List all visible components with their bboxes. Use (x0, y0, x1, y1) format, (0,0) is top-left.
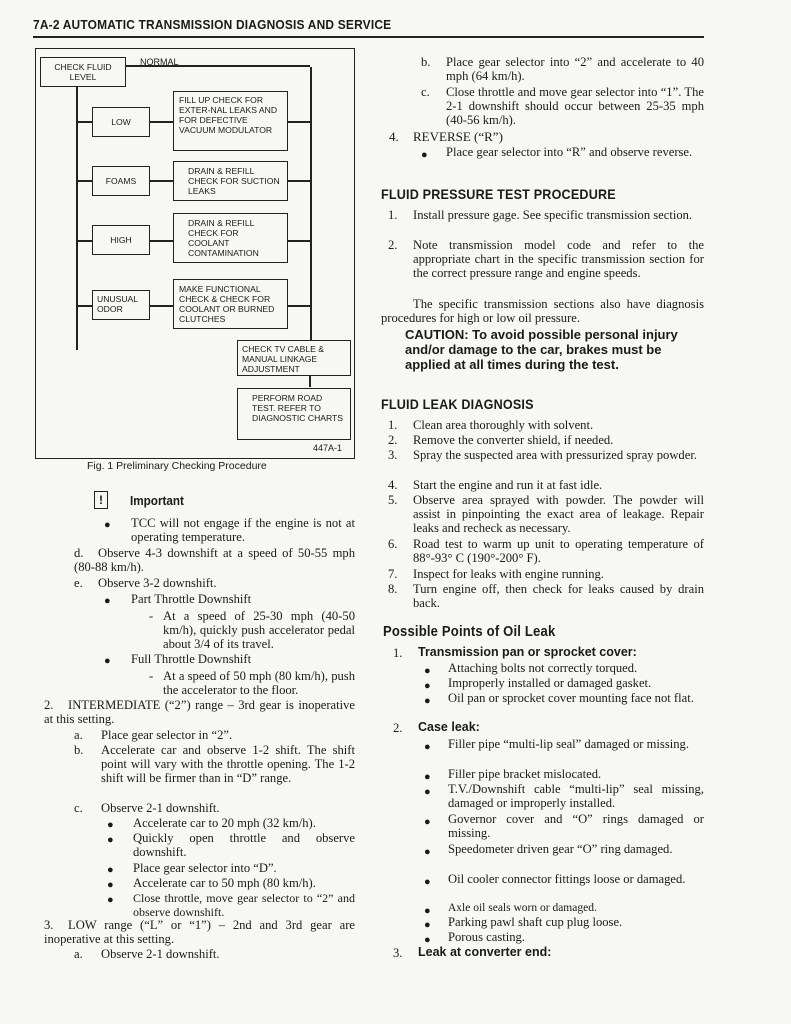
flow-line (76, 87, 78, 350)
leak-point-bullet: Oil pan or sprocket cover mounting face not flat. (448, 691, 694, 705)
step-b: Place gear selector into “2” and accelerate to 40 mph (64 km/h). (446, 55, 704, 84)
list-label: b. (421, 55, 431, 69)
part-throttle: Part Throttle Downshift (131, 592, 252, 606)
step-2c-bullet: Quickly open throttle and observe downshift. (133, 831, 355, 860)
low-box: LOW (92, 107, 150, 137)
bullet-icon: ● (424, 934, 431, 946)
bullet-icon: ● (104, 655, 111, 667)
pressure-step-2: Note transmission model code and refer to the appropriate chart in the specific transmission section for the correct pressure range and engine speeds. (413, 238, 704, 281)
list-label: 4. (388, 478, 398, 492)
step-c: Close throttle and move gear selector into “1”. The 2-1 downshift should occur between 25-35 mph (40-56 km/h). (446, 85, 704, 128)
list-label: a. (74, 728, 83, 742)
important-icon: ! (94, 491, 108, 509)
bullet-icon: ● (424, 786, 431, 798)
leak-step: Remove the converter shield, if needed. (413, 433, 614, 447)
list-label: 2. (388, 433, 398, 447)
leak-point-bullet: Governor cover and “O” rings damaged or missing. (448, 812, 704, 841)
pressure-heading: FLUID PRESSURE TEST PROCEDURE (381, 186, 616, 202)
check-fluid-box: CHECK FLUID LEVEL (40, 57, 126, 87)
foams-action-box: DRAIN & REFILL CHECK FOR SUCTION LEAKS (173, 161, 288, 201)
high-action-box: DRAIN & REFILL CHECK FOR COOLANT CONTAMINATION (173, 213, 288, 263)
leak-point-bullet: Improperly installed or damaged gasket. (448, 676, 652, 690)
header-rule (33, 36, 704, 38)
bullet-icon: ● (104, 595, 111, 607)
bullet-icon: ● (424, 816, 431, 828)
caution-note: CAUTION: To avoid possible personal injury and/or damage to the car, brakes must be applied at all times during the test. (405, 327, 678, 372)
list-label: 3. (393, 946, 403, 960)
bullet-icon: ● (424, 771, 431, 783)
leak-point-2: Case leak: (418, 720, 480, 734)
flow-line (149, 180, 173, 182)
flow-line (287, 305, 311, 307)
flow-line (76, 305, 92, 307)
step-2b: Accelerate car and observe 1-2 shift. The shift point will vary with the throttle opening. The 1-2 shift will be firmer than in “D” range. (101, 743, 355, 786)
bullet-icon: ● (424, 741, 431, 753)
list-label: 1. (393, 646, 403, 660)
leak-point-bullet: T.V./Downshift cable “multi-lip” seal missing, damaged or improperly installed. (448, 782, 704, 811)
list-label: 5. (388, 493, 398, 507)
leak-step: Turn engine off, then check for leaks caused by drain back. (413, 582, 704, 611)
leak-point-1: Transmission pan or sprocket cover: (418, 645, 637, 659)
bullet-icon: ● (424, 846, 431, 858)
list-label: 8. (388, 582, 398, 596)
step-2c-bullet: Close throttle, move gear selector to “2” and observe downshift. (133, 891, 355, 920)
list-label: c. (421, 85, 430, 99)
leak-step: Spray the suspected area with pressurized spray powder. (413, 448, 697, 462)
flow-line (149, 240, 173, 242)
leak-point-bullet: Porous casting. (448, 930, 525, 944)
bullet-icon: ● (421, 149, 428, 161)
pressure-step-1: Install pressure gage. See specific transmission section. (413, 208, 693, 222)
leak-point-bullet: Filler pipe “multi-lip seal” damaged or missing. (448, 737, 689, 751)
part-throttle-detail: At a speed of 25-30 mph (40-50 km/h), quickly push accelerator pedal about 3/4 of its travel. (163, 609, 355, 652)
flow-line (287, 180, 311, 182)
leak-point-bullet: Parking pawl shaft cup plug loose. (448, 915, 623, 929)
bullet-icon: ● (424, 695, 431, 707)
unusual-action-box: MAKE FUNCTIONAL CHECK & CHECK FOR COOLANT OR BURNED CLUTCHES (173, 279, 288, 329)
leak-point-bullet: Axle oil seals worn or damaged. (448, 902, 597, 914)
high-box: HIGH (92, 225, 150, 255)
flow-line (149, 305, 173, 307)
step-2c-bullet: Accelerate car to 20 mph (32 km/h). (133, 816, 316, 830)
important-label: Important (130, 493, 184, 508)
leak-point-bullet: Speedometer driven gear “O” ring damaged. (448, 842, 673, 856)
bullet-icon: ● (107, 864, 114, 876)
points-heading: Possible Points of Oil Leak (383, 624, 556, 640)
leak-step: Road test to warm up unit to operating temperature of 88°-93° C (190°-200° F). (413, 537, 704, 566)
step-2c-bullet: Place gear selector into “D”. (133, 861, 277, 875)
bullet-icon: ● (424, 665, 431, 677)
tv-cable-box: CHECK TV CABLE & MANUAL LINKAGE ADJUSTMENT (237, 340, 351, 376)
leak-step: Start the engine and run it at fast idle. (413, 478, 603, 492)
list-label: e. (74, 576, 83, 590)
list-label: d. (74, 546, 84, 560)
bullet-icon: ● (424, 876, 431, 888)
flow-line (287, 240, 311, 242)
leak-step: Inspect for leaks with engine running. (413, 567, 604, 581)
figure-code: 447A-1 (313, 443, 343, 453)
leak-point-bullet: Oil cooler connector fittings loose or damaged. (448, 872, 686, 886)
list-label: b. (74, 743, 84, 757)
list-label: 2. (44, 698, 54, 712)
step-2c: Observe 2-1 downshift. (101, 801, 220, 815)
figure-caption: Fig. 1 Preliminary Checking Procedure (87, 460, 267, 472)
flow-line (76, 121, 92, 123)
road-test-box: PERFORM ROAD TEST. REFER TO DIAGNOSTIC CHARTS (237, 388, 351, 440)
dash-icon: - (149, 669, 154, 683)
item-4-bullet: Place gear selector into “R” and observe reverse. (446, 145, 693, 159)
leak-point-bullet: Attaching bolts not correctly torqued. (448, 661, 638, 675)
flow-line (76, 240, 92, 242)
unusual-odor-box: UNUSUAL ODOR (92, 290, 150, 320)
step-d: Observe 4-3 downshift at a speed of 50-55 mph (80-88 km/h). (74, 546, 355, 575)
leak-heading: FLUID LEAK DIAGNOSIS (381, 396, 534, 412)
normal-label: NORMAL (140, 57, 179, 67)
leak-point-3: Leak at converter end: (418, 945, 552, 959)
step-2a: Place gear selector in “2”. (101, 728, 233, 742)
bullet-icon: ● (104, 519, 111, 531)
leak-point-bullet: Filler pipe bracket mislocated. (448, 767, 602, 781)
list-label: 6. (388, 537, 398, 551)
list-label: 2. (388, 238, 398, 252)
list-label: 2. (393, 721, 403, 735)
step-e: Observe 3-2 downshift. (98, 576, 217, 590)
bullet-icon: ● (424, 680, 431, 692)
item-4: REVERSE (“R”) (413, 129, 503, 144)
item-2: INTERMEDIATE (“2”) range – 3rd gear is inoperative at this setting. (44, 698, 355, 727)
list-label: 1. (388, 418, 398, 432)
pressure-paragraph: The specific transmission sections also have diagnosis procedures for high or low oil pressure. (381, 297, 704, 326)
step-3a: Observe 2-1 downshift. (101, 947, 220, 961)
list-label: c. (74, 801, 83, 815)
step-2c-bullet: Accelerate car to 50 mph (80 km/h). (133, 876, 316, 890)
list-label: 4. (389, 129, 399, 144)
bullet-icon: ● (107, 819, 114, 831)
full-throttle-detail: At a speed of 50 mph (80 km/h), push the accelerator to the floor. (163, 669, 355, 698)
foams-box: FOAMS (92, 166, 150, 196)
low-action-box: FILL UP CHECK FOR EXTER-NAL LEAKS AND FOR DEFECTIVE VACUUM MODULATOR (173, 91, 288, 151)
figure-1 (35, 48, 355, 459)
flow-line (149, 121, 173, 123)
list-label: 1. (388, 208, 398, 222)
leak-step: Observe area sprayed with powder. The powder will assist in pinpointing the exact area of leakage. Repair leaks and recheck as necessary. (413, 493, 704, 536)
list-label: a. (74, 947, 83, 961)
tcc-note: TCC will not engage if the engine is not at operating temperature. (131, 516, 355, 545)
list-label: 3. (44, 918, 54, 932)
flow-line (76, 180, 92, 182)
list-label: 7. (388, 567, 398, 581)
flow-line (310, 67, 312, 357)
item-3: LOW range (“L” or “1”) – 2nd and 3rd gear are inoperative at this setting. (44, 918, 355, 947)
list-label: 3. (388, 448, 398, 462)
bullet-icon: ● (107, 894, 114, 906)
bullet-icon: ● (107, 879, 114, 891)
bullet-icon: ● (424, 905, 431, 917)
bullet-icon: ● (424, 919, 431, 931)
bullet-icon: ● (107, 834, 114, 846)
leak-step: Clean area thoroughly with solvent. (413, 418, 594, 432)
dash-icon: - (149, 609, 154, 623)
page-header: 7A-2 AUTOMATIC TRANSMISSION DIAGNOSIS AND SERVICE (33, 17, 392, 32)
full-throttle: Full Throttle Downshift (131, 652, 252, 666)
flow-line (287, 121, 311, 123)
